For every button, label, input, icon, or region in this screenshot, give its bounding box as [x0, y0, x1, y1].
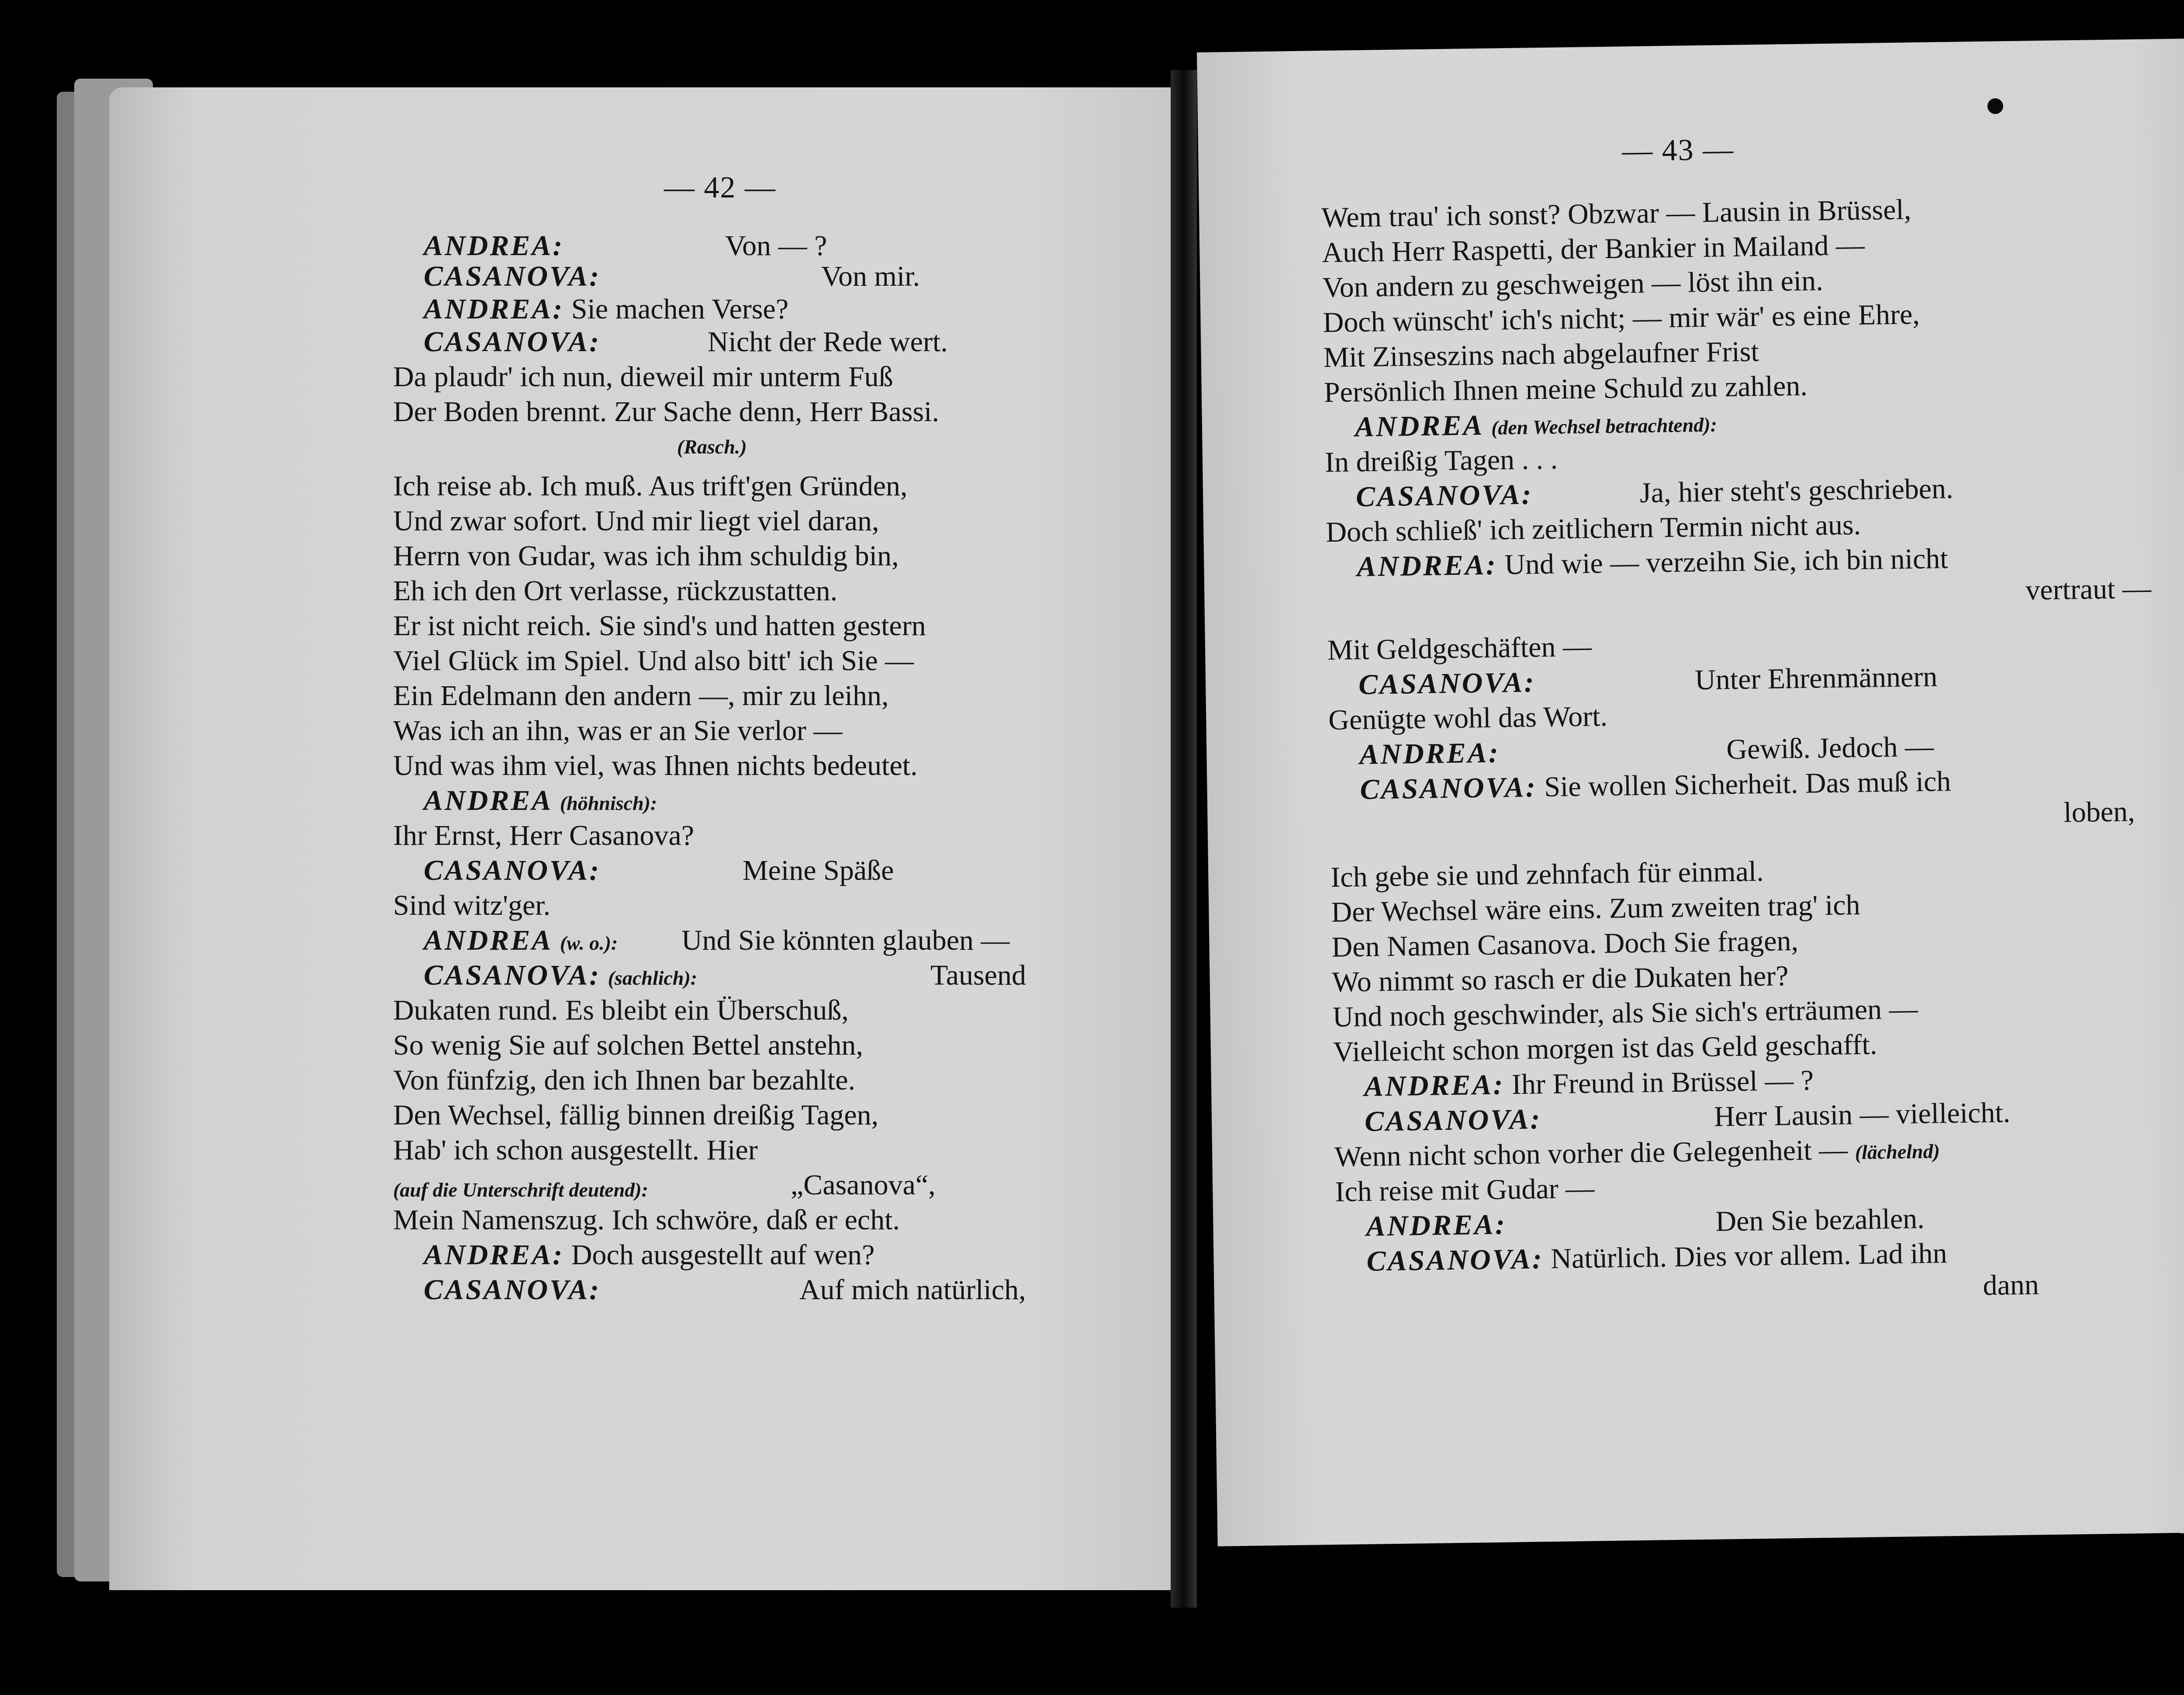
line: So wenig Sie auf solchen Bettel anstehn, [393, 1029, 863, 1061]
line: Den Wechsel, fällig binnen dreißig Tagen, [393, 1099, 879, 1131]
speaker: ANDREA: [1359, 737, 1500, 771]
speaker: CASANOVA: [424, 260, 601, 292]
speaker: CASANOVA: [1366, 1243, 1544, 1277]
line: Wem trau' ich sonst? Obzwar — Lausin in Brüssel, [1321, 194, 1911, 234]
verse-text: Natürlich. Dies vor allem. Lad ihn [1550, 1237, 1948, 1275]
line [1356, 480, 1533, 512]
line [1355, 408, 1717, 442]
line: Den Namen Casanova. Doch Sie fragen, [1331, 924, 1799, 963]
speaker: CASANOVA: [1358, 666, 1536, 701]
stage-direction: (w. o.): [560, 932, 618, 954]
speaker: CASANOVA: [424, 326, 601, 358]
speaker: ANDREA: [424, 1239, 564, 1271]
line [1695, 662, 1938, 695]
line: Persönlich Ihnen meine Schuld zu zahlen. [1324, 370, 1808, 409]
line [424, 856, 601, 885]
line [791, 1171, 936, 1200]
line: In dreißig Tagen . . . [1324, 443, 1558, 478]
stage-direction: (auf die Unterschrift deutend): [393, 1179, 648, 1201]
speaker: ANDREA: [1356, 549, 1498, 583]
line [930, 961, 1026, 990]
line [424, 1241, 874, 1270]
verse-text: Gewiß. Jedoch — [1726, 730, 1934, 766]
line: Ein Edelmann den andern —, mir zu leihn, [393, 680, 889, 712]
stage-direction: (lächelnd) [1855, 1140, 1940, 1164]
verse-text: Tausend [930, 959, 1026, 991]
line [1640, 474, 1953, 508]
line [424, 232, 564, 260]
right-page [1197, 38, 2184, 1546]
line: Doch wünscht' ich's nicht; — mir wär' es eine Ehre, [1323, 298, 1920, 339]
verse-text: Und Sie könnten glauben — [681, 924, 1010, 956]
speaker: CASANOVA: [1355, 478, 1533, 513]
speaker: ANDREA [1355, 409, 1484, 443]
verse-text: Doch ausgestellt auf wen? [571, 1239, 875, 1271]
line [424, 1276, 601, 1304]
speaker: ANDREA [424, 785, 553, 816]
line: Ich reise mit Gudar — [1334, 1172, 1595, 1208]
line [681, 926, 1010, 955]
speaker: CASANOVA: [424, 854, 601, 886]
line [1366, 1239, 1947, 1276]
verse-text: Von — ? [725, 230, 827, 262]
line: Der Wechsel wäre eins. Zum zweiten trag' ich [1331, 889, 1861, 928]
verse-text: Meine Späße [743, 854, 894, 886]
line [725, 232, 827, 260]
line: Eh ich den Ort verlasse, rückzustatten. [393, 575, 838, 607]
line: Von andern zu geschweigen — löst ihn ein. [1322, 265, 1824, 304]
line [1365, 1105, 1542, 1136]
verse-text: Wenn nicht schon vorher die Gelegenheit — [1334, 1134, 1848, 1173]
stage-direction: (höhnisch): [560, 792, 657, 814]
line [1359, 738, 1500, 769]
line: Er ist nicht reich. Sie sind's und hatten gestern [393, 610, 926, 642]
verse-text: Von mir. [821, 260, 920, 292]
line: Genügte wohl das Wort. [1328, 700, 1608, 736]
stage-direction: (sachlich): [608, 967, 698, 989]
line: Und zwar sofort. Und mir liegt viel daran, [393, 505, 879, 537]
speaker: ANDREA: [1366, 1208, 1507, 1242]
line: Und was ihm viel, was Ihnen nichts bedeutet. [393, 750, 918, 782]
speaker: ANDREA: [424, 230, 564, 262]
line [424, 786, 657, 815]
line: Der Boden brennt. Zur Sache denn, Herr Bassi. [393, 396, 939, 428]
line: Mein Namenszug. Ich schwöre, daß er echt. [393, 1204, 900, 1236]
line [1357, 544, 1948, 581]
line [821, 262, 920, 291]
line [1366, 1210, 1507, 1241]
line: Doch schließ' ich zeitlichern Termin nicht aus. [1325, 508, 1861, 548]
speaker: CASANOVA: [1364, 1103, 1542, 1138]
line: Was ich an ihn, was er an Sie verlor — [393, 715, 843, 747]
line [1364, 1066, 1814, 1101]
verse-text: Ihr Freund in Brüssel — ? [1511, 1064, 1814, 1101]
verse-text: Nicht der Rede wert. [708, 326, 948, 358]
stage-direction: (den Wechsel betrachtend): [1491, 413, 1717, 439]
line [424, 295, 788, 324]
line [424, 262, 601, 291]
speaker: CASANOVA: [424, 1274, 601, 1306]
line [393, 1173, 648, 1202]
verse-text: Herr Lausin — vielleicht. [1714, 1097, 2011, 1133]
speaker: CASANOVA: [424, 959, 601, 991]
verse-text: Sie wollen Sicherheit. Das muß ich [1544, 765, 1951, 803]
line [1714, 1098, 2011, 1131]
line [1715, 1204, 1925, 1236]
verse-text: Unter Ehrenmännern [1694, 661, 1938, 696]
ink-spot [1987, 98, 2003, 114]
book-spine [1171, 70, 1197, 1608]
line: loben, [2063, 796, 2136, 829]
speaker: ANDREA: [424, 293, 564, 325]
speaker: CASANOVA: [1360, 771, 1538, 806]
page-number: — 43 — [1621, 132, 1735, 168]
line [743, 856, 894, 885]
verse-text: Sie machen Verse? [571, 293, 789, 325]
speaker: ANDREA: [1364, 1069, 1505, 1103]
line: Mit Geldgeschäften — [1327, 630, 1592, 666]
left-page [109, 87, 1171, 1590]
line: Wo nimmt so rasch er die Dukaten her? [1332, 960, 1789, 998]
line: Dukaten rund. Es bleibt ein Überschuß, [393, 994, 849, 1026]
line [424, 926, 618, 955]
line: Ihr Ernst, Herr Casanova? [393, 820, 695, 851]
line: Hab' ich schon ausgestellt. Hier [393, 1134, 758, 1166]
line: Da plaudr' ich nun, dieweil mir unterm Fuß [393, 361, 893, 393]
line [1360, 767, 1951, 804]
line [799, 1276, 1026, 1304]
speaker: ANDREA [424, 924, 553, 956]
line [1334, 1134, 1940, 1171]
line [424, 961, 697, 990]
line: vertraut — [2025, 572, 2152, 606]
line: Ich gebe sie und zehnfach für einmal. [1330, 855, 1764, 893]
line: dann [1983, 1269, 2039, 1302]
line: Mit Zinseszins nach abgelaufner Frist [1323, 336, 1759, 374]
line [1726, 730, 1934, 766]
line: Viel Glück im Spiel. Und also bitt' ich Sie — [393, 645, 914, 677]
line [1358, 668, 1536, 699]
line: Vielleicht schon morgen ist das Geld geschafft. [1333, 1028, 1877, 1068]
verse-text: Ja, hier steht's geschrieben. [1639, 472, 1954, 509]
verse-text: Auf mich natürlich, [799, 1274, 1026, 1306]
page-number: — 42 — [664, 171, 776, 204]
line: Von fünfzig, den ich Ihnen bar bezahlte. [393, 1064, 856, 1096]
line [708, 328, 948, 356]
verse-text: Und wie — verzeihn Sie, ich bin nicht [1504, 543, 1949, 581]
line: Herrn von Gudar, was ich ihm schuldig bin, [393, 540, 899, 572]
verse-text: „Casanova“, [791, 1169, 936, 1201]
line: Auch Herr Raspetti, der Bankier in Mailand — [1321, 229, 1865, 269]
stage-direction: (Rasch.) [677, 436, 747, 458]
line: Ich reise ab. Ich muß. Aus trift'gen Gründen, [393, 470, 908, 502]
line [424, 328, 601, 356]
line: Und noch geschwinder, als Sie sich's erträumen — [1332, 993, 1918, 1033]
verse-text: Den Sie bezahlen. [1715, 1203, 1925, 1238]
line: Sind witz'ger. [393, 889, 551, 921]
